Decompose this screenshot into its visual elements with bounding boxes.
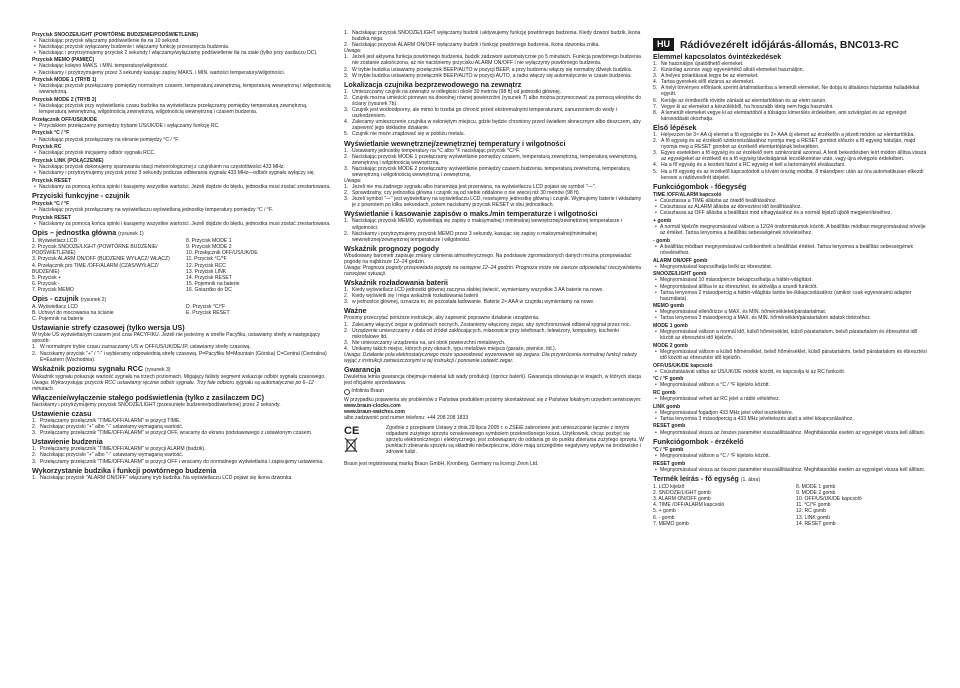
list-right [796,484,931,527]
bullet-item: • Naciskamy za pomocą końca spinki i kasujemy wszystkie wartości. Jeżeli dojdzie do błędu, jednostka musi zostać zrestartowana. [32,221,332,227]
section-heading: Wskaźnik rozładowania baterii [344,278,448,288]
bullet-item: • A beállítás módban megnyomásával csökkentheti a beállítási értéket. Tartsa lenyomva a beállítás sebességének növeléséhez. [653,244,931,256]
section-heading: Włączenie/wyłączenie stałego podświetlenia (tylko z zasilaczem DC) [32,393,265,402]
item-text: Naciskając przycisk "ALARM ON/OFF" włączamy tryb budzika. Na wyświetlaczu LCD pojawi się ikona dzwonka [40,474,292,481]
heading-text: Opis – jednostka główna [32,228,117,238]
list-item: 1. LCD kijelző [653,484,685,491]
recycling-icons [344,425,380,455]
numbered-item [653,110,931,122]
numbered-item [32,475,332,481]
numbered-item [344,231,644,243]
paragraph: Uwaga: Prognoza pogody przepowiada pogodę na następne 12–24 godzin. Prognoza może nie zawsze odpowiadać rzeczywistemu rozwojowi sytuacji. [344,265,642,278]
column-polish-1 [32,30,332,688]
numbered-item [344,119,644,131]
item-number: 1. [32,474,37,481]
bullet-item: • Megnyomásával ellenőrizze a MAX. és MIN. hőmérsékletet/páratartalmat. [653,309,931,315]
section-heading: Elemmel kapcsolatos óvintézkedések [653,52,782,61]
item-text: Sprawdzamy, czy jednostka główna i czujnik są od siebie oddalone o nie więcej niż 30 metrów (98 ft). [352,190,581,197]
list-item: C. Pojemnik na baterie [32,316,84,323]
list-item: 7. MEMO gomb [653,520,689,527]
section-heading: MODE 1 gomb [653,323,688,330]
paragraph: Uwaga: Wykorzystując przycisk RCC ustawiamy ręcznie odbiór sygnału. Trzy fale odbioru sygnału są automatycznie po 6–12 minutach. [32,379,314,392]
section-heading: Przycisk LINK (POŁĄCZENIE) [32,157,104,164]
section-heading: Wykorzystanie budzika i funkcji powtórnego budzenia [32,465,217,475]
paragraph: Wbudowany barometr zapisuje zmiany ciśnienia atmosferycznego. Na podstawie zgromadzonych danych można przepowiadać pogodę na najbliższe 12–24 godzin. [344,252,632,265]
bullet-item: • Megnyomásával vissza az összes paraméter visszaállításához. Meghibásodás esetén az egységet vissza kell állítani. [653,430,931,436]
numbered-item [653,150,931,162]
item-text: Kiedy wyświetli się i miga wskaźnik rozładowania baterii [352,293,478,300]
paragraph: W trybie US wyświetlanym czasem jest czas PACYFIKU. Jeżeli nie jesteśmy w strefie Pacyfiku, ustawiamy strefę w następujący sposób: [32,332,321,345]
title-row [653,38,931,51]
paragraph: Naciskamy i przytrzymujemy przycisk SNOOZE/LIGHT (przesunięte budzenie/podświetlenie) przez 2 sekundy. [32,402,281,408]
item-text: A fő egység és az érzékelő szinkronizálásához nyomja meg a RESET gombot először a fő egység hátulján, majd nyomja meg a RESET gombot az érzékelő elemtartójának belsejében. [661,138,916,151]
website-link[interactable]: www.braun-clocks.com [344,402,401,409]
item-number: 2. [344,66,349,73]
item-text: Przełączamy przełącznik "TIME/OFF/ALARM" w pozycji TIME. [40,418,181,425]
bullet-item: • Tartsa lenyomva 3 másodpercig a MAX. és MIN. hőmérséklet/páratartalom adatok törléséhez. [653,315,931,321]
list-item: 2. SNOOZE/LIGHT gomb [653,490,711,497]
item-number: 3. [344,339,349,346]
section-heading: Przełącznik OFF/US/UK/DE [32,116,98,123]
item-number: 5. [653,168,658,175]
bullet-item: • Naciskając i przytrzymujemy przycisk 2 sekundy i włączamy/wyłączamy podświetlenie tła na stałe (tylko przy zasilaczu DC). [32,50,332,56]
section-heading: TIME /OFF/ALARM kapcsoló [653,192,722,199]
language-badge: HU [653,38,674,51]
item-text: Przełączamy przełącznik "TIME/OFF/ALARM" w pozycji OFF, wracamy do ekranu podstawowego z ustawionym czasem. [40,430,313,437]
list-item: E. Przycisk RESET [186,310,230,317]
bullet-item: • Tartsa lenyomva 2 másodpercig a háttér-világítás tartós be-/kikapcsolásához (amikor csak egyenáramú adapter használata). [653,290,931,302]
section-heading: RC gomb [653,390,676,396]
item-number: 3. [653,73,658,80]
list-item: 6. Przycisk - [32,280,60,287]
column-polish-2 [344,30,644,688]
section-heading: RESET gomb [653,460,686,467]
paragraph: Wskaźnik sygnału pokazuje wartość sygnału na trzech poziomach. Migający faliisty segment wskazuje odbiór sygnału czasowego. [32,373,326,380]
trademark-text: Braun jest registrowaną marką Braun GmbH, Kronberg, Germany na licencji Zeon Ltd. [344,461,539,468]
item-text: Ha a fő egység és a kezdeti fázist a RC egység el kell a tartománytol elválasztani. [661,162,846,169]
column-hungarian [653,38,931,688]
item-text: Czujnik jest wodoodporny, ale mimo to trzeba go chronić przed ekstremalnymi temperaturami, zanurzeniem do wody i uszkodzeniem. [352,107,617,120]
item-number: 3. [653,150,658,157]
list-item: 7. Przycisk MEMO [32,286,74,293]
numbered-item [32,430,332,436]
list-item: 14. Przycisk RESET [186,274,232,281]
bullet-item: • Naciskając przycisk przełączamy pomiędzy normalnym czasem, temperaturą zewnętrzną, temperaturą wewnętrzną i wilgotnością wewnętrzną. [32,83,332,95]
item-text: Zalecamy umieszczenie czujnika w osłoniętym miejscu, gdzie będzie chroniony przed światłem słonecznym albo deszczem, aby zapewnić jego dokładne działanie. [352,119,641,132]
numbered-item [344,299,644,305]
list-item: 8. Przycisk MODE 1 [186,238,232,245]
paragraph: Uwaga: Działanie pola elektrostatycznego może spowodować wyzerowanie się zegara. Dla przywrócenia normalnej funkcji należy wyjąć z instrukcji zamieszczonymi w tej instrukcji i ponownie ustawić zegar. [344,352,637,365]
item-number: 1. [32,344,37,351]
figure-ref: (rysunek 3) [145,366,171,373]
bullet-item: • Naciskając przycisk wyłączamy budzenie i włączamy funkcję przesunięcia budzenia. [32,44,332,50]
section-heading: Funkciógombok - érzékelő [653,436,744,446]
item-number: 2. [653,67,658,74]
item-number: 2. [344,327,349,334]
bullet-item: • Tartsa lenyomva 3 másodpercig a 433 MHz jelvételezés alatt a vétel kikapcsolásához. [653,416,931,422]
item-number: 5. [344,131,349,138]
list-item: 6. - gomb [653,514,675,521]
item-text: Naciskając przycisk SNOOZE/LIGHT wyłączamy budzik i aktywujemy funkcję powtórnego budzenia. Kiedy dzwoni budzik, ikona budzika miga. [352,30,641,43]
item-number: 3. [344,299,349,306]
section-heading: Ustawianie strefy czasowej (tylko wersja US) [32,323,185,333]
paragraph: Uwaga: [344,48,362,55]
item-text: W normalnym trybie czasu zaznaczamy US w OFF/US/UK/DE/JP, ustawiamy strefę czasową. [40,344,251,351]
item-number: 1. [344,88,349,95]
item-text: Naciskając przycisk MEMO, wyświetlają się zapisy o maksymalnej i minimalnej wewnętrznej/zewnętrznej temperaturze i wilgotności. [352,218,623,231]
item-number: 3. [344,72,349,79]
item-number: 1. [32,418,37,425]
heading-text: Wskaźnik poziomu sygnału RCC [32,363,144,373]
section-heading: Przycisk RC [32,144,62,151]
section-heading: MODE 2 gomb [653,342,688,349]
heading-text: Opis - czujnik [32,293,79,303]
item-text: Naciskamy i przytrzymujemy przycisk MEMO przez 3 sekundy, kasując się zapisy o maksymalnej/minimalnej wewnętrznej/zewnętrznej temperaturze i wilgotności. [352,230,597,243]
numbered-item [653,138,931,150]
paragraph: Dwuletnia letnia gwarancja obejmuje materiał lub wady produkcji (oprócz baterii). Gwarancja obowiązuje w krajach, w których stacja jest oficjalnie sprzedawana. [344,374,641,387]
bullet-item: • Naciskając przycisk inicjujemy odbiór sygnału RCC. [32,150,332,156]
list-item: 13. LINK gomb [796,514,830,521]
section-heading: Przycisk SNOOZE/LIGHT (POWTÓRNE BUDZENIE/PODŚWIETLENIE) [32,31,199,38]
list-left [653,484,788,527]
list-item: 5. + gomb [653,508,676,515]
two-column-list [32,304,332,322]
bullet-item: • Naciskając przycisk włączamy podświetlenie tła na 10 sekund. [32,38,332,44]
numbered-item [344,328,644,340]
figure-ref: (rysunek 1) [118,231,144,238]
item-text: W trybie budzika ustawiamy przełącznik BEEP/AUTO w pozycji BEEP, a przy budzeniu włączy się normalny dźwięk budzika. [352,66,633,73]
numbered-item [344,73,644,79]
section-heading: Ustawienie czasu [32,409,92,419]
item-text: A helyi törvényes előírások szerint ártalmatlanítsa a lemerült elemeket. Ne dobja ki általános háztartási hulladékkal együtt. [661,85,920,98]
list-item: 4. TIME /OFF/ALARM kapcsoló [653,502,725,509]
numbered-item [32,351,332,363]
section-heading: Wskaźnik prognozy pogody [344,243,440,253]
list-right [186,238,332,293]
item-text: Nie umieszczamy urządzenia na, ani obok powierzchni metalowych. [352,339,506,346]
section-heading: Przyciski funkcyjne - czujnik [32,190,130,200]
numbered-item [344,107,644,119]
numbered-item [653,169,931,181]
section-heading: LINK gomb [653,403,681,410]
paragraph: albo zadzwonić pod numer telefonu: +44 208 208 1833 [344,414,469,421]
bullet-item: • Csúsztassa az OFF állásba a beállítási mód elhagyásához és a normál kijelző újbóli megjelenítéséhez. [653,210,931,216]
bullet-item: • A normál kijelzőn megnyomásával váltson a 12/24 óraformátumok között. A beállítás módban megnyomásával növelje az értéket. Tartsa lenyomva a beállítás sebességének növeléséhez. [653,224,931,236]
item-number: 1. [344,321,349,328]
item-text: Naciskamy przycisk "+" / "-" i wybieramy odpowiednią strefę czasową. P=Pacyfiku M=Mountain (Górska) C=Central (Centralna) E=Eastern (Wschodnia). [40,350,327,363]
numbered-item [344,131,644,137]
section-heading: RESET gomb [653,423,686,430]
figure-ref: (rysunek 2) [80,296,107,303]
list-item: 4. Przełącznik pro TIME /OFF/ALARM (CZAS/WYŁĄCZ/ BUDZENIE) [32,262,159,275]
bullet-item: • Naciskając przycisk przełączamy na wyświetlaczu wyświetlaną jednostkę temperatury pomiędzy °C / °F. [32,207,332,213]
list-item: 14. RESET gomb [796,520,836,527]
item-text: Przełączamy przełącznik "TIME/OFF/ALARM" w pozycji OFF i wracamy do normalnego wyświetlania i zapisujemy ustawienia. [40,458,324,465]
list-item: 11. °C/°F gomb [796,502,831,509]
section-heading: Ustawienie budzenia [32,437,103,447]
item-number: 2. [32,350,37,357]
item-number: 2. [32,452,37,459]
list-item: 3. Przycisk ALARM ON/OFF (BUDZENIE WYŁĄCZ/ WŁĄCZ) [32,256,170,263]
numbered-item [344,95,644,107]
section-heading: °C / °F gomb [653,376,684,383]
item-text: Ustawiamy jednostkę temperatury na °C albo °F naciskając przycisk °C/°F. [352,147,521,154]
list-item: A. Wyświetlacz LCD [32,303,78,310]
item-text: Umieszczamy czujnik na zewnątrz w odległości około 30 metrów (98 ft) od jednostki głównej. [352,88,561,95]
item-number: 2. [344,94,349,101]
bullet-item: • Megnyomásával váltson a °C / °F kijelzés között. [653,453,931,459]
numbered-item [344,196,644,208]
recycling-text: Zgodnie z przepisami Ustawy z dnia 29 lipca 2005 r. o ZSEiE zabronione jest umieszczanie łącznie z innymi odpadami zużytego sprzętu oznakowanego symbolem przekreślonego kosza. Użytkownik, chcąc pozbyć się sprzętu elektronicznego i elektrycznego, jest zobowiązany do oddania go do punktu zbierania zużytego sprzętu. W punktach zbierania sprzętu są składniki niebezpieczne, które mają szczególnie negatywny wpływ na środowisko i zdrowie ludzi. [386,424,644,456]
item-text: W trybie budzika ustawiamy przełącznik BEEP/AUTO w pozycji AUTO, a radio włączy się automatycznie w czasie budzenia. [352,72,632,79]
bullet-item: • Przyciskiem przełączamy pomiędzy trybami US/UK/DE i wyłączamy funkcję RC. [32,123,332,129]
list-item: 3. ALARM ON/OFF gomb [653,496,711,503]
section-heading: + gomb [653,218,672,225]
list-item: D. Przycisk °C/°F [186,303,226,310]
item-text: Naciskając przyciski "+" albo "-" ustawiamy wymaganą wartość. [40,424,184,431]
bullet-item: • Megnyomásával fogadjon 433 MHz jelet vétel tesztelésére. [653,410,931,416]
item-text: Naciskając przyciski "+" albo "-" ustawiamy wymaganą wartość. [40,452,184,459]
item-text: Urządzenie umieszczamy z dala od źródeł zakłócających, mianowicie przy telefonach, telewizory, komputery, kuchenki mikrofalowe itd. [352,327,619,340]
list-item: 15. Pojemnik na baterie [186,280,240,287]
list-item: B. Uchwyt do mocowania na ścianie [32,310,114,317]
item-number: 4. [653,79,658,86]
bullet-item: • Megnyomásával kapcsolhatja be/ki az ébresztést. [653,264,931,270]
list-item: 1. Wyświetlacz LCD [32,238,78,245]
section-heading: Przycisk °C / °F [32,130,70,137]
item-text: Czujnik można umieścić pionowo na dowolnej równej powierzchni (rysunek 7) albo można przymocować za pomocą wkrętów do ściany (rysunek 7b). [352,94,642,107]
item-text: Jeżeli symbol "—" jest wyświetlany na wyświetlaczu LCD, resetujemy jednostkę główną i czujnik. Wyjmujemy baterie i wkładamy je z powrotem po kilku sekundach, potem naciskamy przycisk RESET w obu jednostkach. [352,196,642,209]
section-heading [32,229,332,238]
item-number: 1. [344,30,349,36]
list-item: 13. Przycisk LINK [186,268,227,275]
section-heading: Przycisk RESET [32,214,72,221]
section-heading: Első lépések [653,122,697,132]
item-text: Jeżeli nie ma żadnego sygnału albo transmisja jest przerwana, na wyświetlaczu LCD pojawi się symbol "—". [352,184,596,191]
item-text: Kiedy wyświetlacz LCD jednostki głównej zaczyna słabiej świecić, wymieniamy wszystkie 3 AA baterie na nowe. [352,287,604,294]
bullet-item: • Naciskając przycisk przełączamy na ekranie pomiędzy °C / °F. [32,137,332,143]
item-number: 1. [344,54,349,61]
numbered-item [344,154,644,166]
item-text: Kizárólag azonos vagy egyenértékű alkáli elemeket használjon. [661,67,804,74]
item-number: 3. [344,196,349,203]
item-text: Jeżeli jest aktywna funkcja powtórnego budzenia, budzik zadzwoni automatycznie po 5 minutach. Funkcja powtórnego budzenia nie zostanie zakończona, aż nie naciśniemy przycisku ALARM ON/OFF i nie wyłączymy powtórnego budzenia. [352,54,641,67]
item-text: Przełączamy przełącznik "TIME/OFF/ALARM" w pozycji ALARM (budzik). [40,446,206,453]
list-item: 16. Gniazdko do DC [186,286,232,293]
section-heading: SNOOZE/LIGHT gomb [653,271,707,278]
numbered-item [344,166,644,178]
list-item: 10. Przełącznik OFF/US/UK/DE [186,250,258,257]
bullet-item: • Naciskając kolejno MAKS. i MIN. temperaturę/wilgotność. [32,63,332,69]
item-text: Czujnik nie może znajdować się w pobliżu metalu. [352,131,465,138]
section-heading: OFF/US/UK/DE kapcsoló [653,362,713,369]
heading-text: Termék leírás - fő egység [653,474,739,484]
numbered-item [32,459,332,465]
list-item: 11. Przycisk °C/°F [186,256,227,263]
item-text: Naciskając przycisk ALARM ON/OFF wyłączamy budzik i funkcję powtórnego budzenia, ikona dzwonka znika. [352,42,600,49]
item-text: Naciskając przycisk MODE 2 przełączamy wyświetlanie pomiędzy czasem budzenia, temperaturą zewnętrzną, temperaturą wewnętrzną i wilgotnością wewnętrzną i zewnętrzną. [352,165,630,178]
numbered-item [344,42,644,48]
item-text: A helyes polaritással tegye be az elemeket. [661,73,759,80]
section-heading: Wyświetlanie i kasowanie zapisów o maks./min temperaturze i wilgotności [344,209,598,219]
section-heading: Funkciógombok - főegység [653,181,747,191]
item-number: 4. [653,162,658,169]
item-number: 1. [344,147,349,154]
item-number: 4. [344,119,349,126]
item-number: 2. [32,424,37,431]
bullet-item: • Megnyomásával vissza az összes paraméter visszaállításához. Meghibásodás esetén az egységet vissza kell állítani. [653,467,931,473]
item-text: Ne használjon újratölthető elemeket. [661,61,744,67]
braun-info-row [344,388,644,394]
item-number: 5. [653,85,658,92]
item-number: 3. [344,107,349,114]
recycle-bin-icon [344,437,380,455]
paragraph: Uwaga: [344,177,362,184]
list-item: 10. OFF/US/UK/DE kapcsoló [796,496,862,503]
numbered-item [653,85,931,97]
item-number: 1. [344,218,349,225]
section-heading: Lokalizacja czujnika bezprzewodowego na zewnątrz [344,79,522,89]
list-item: 8. MODE 1 gomb [796,484,836,491]
paragraph: W przypadku pojawienia się problemów z Państwa produktem prosimy skontaktować się z Państwa lokalnym urzędem serwisowym: [344,396,642,403]
bullet-item: • Megnyomásával váltson a külső hőmérséklet, belső hőmérséklet, külső páratartalom, belső páratartalom és ébresztési idő között az ébresztési idő kijelzőn. [653,349,931,361]
section-heading [32,295,332,304]
list-item: 12. Przycisk RCC [186,262,226,269]
braun-info-label: Infolinia Braun [351,388,384,395]
bullet-item: • Naciskamy i przytrzymujemy przez 3 sekundy kasując zapisy MAKS. i MIN. wartości temperatury/wilgotności. [32,70,332,76]
section-heading: Przycisk MODE 1 (TRYB 1) [32,77,97,84]
item-number: 2. [344,190,349,197]
numbered-item [344,218,644,230]
bullet-item: • Megnyomásával váltson a °C / °F kijelzés között. [653,382,931,388]
item-text: Zalecamy włączyć zegar w godzinach nocnych. Zostaniemy włączony zegar, aby synchronizował odbierał sygnał przez noc. [352,321,631,328]
item-number: 2. [344,42,349,49]
item-number: 2. [344,153,349,160]
section-heading: MEMO gomb [653,303,685,310]
section-heading: Przycisk MEMO (PAMIĘĆ) [32,57,95,64]
item-number: 3. [32,430,37,437]
section-heading: Przycisk °C / °F [32,201,70,208]
list-item: 12. RC gomb [796,508,827,515]
item-text: Egyes esetekben a fő egység és az érzékelő nem szinkronizál azonnal. A fenti bekezdésben leírt módon állítsa vissza az egységeket az érzékelő és a fő egység távolságának lecsökkentése után, vagy újra elvégzés érdekében. [661,150,927,163]
item-text: A lemerült elemeket vegye ki az elemtartóból a túlságos kimerülés érdekében, ami szivárgást és az egységet károsodását okozhatja. [661,109,907,122]
section-heading: Ważne [344,306,367,316]
section-heading [653,475,931,484]
section-heading: ALARM ON/OFF gomb [653,257,708,264]
phone-icon [344,389,350,394]
two-column-list [32,238,332,293]
item-number: 3. [32,458,37,465]
list-item: 9. Przycisk MODE 2 [186,244,232,251]
section-heading: Gwarancja [344,365,381,375]
paragraph: Prosimy przeczytać poniższe instrukcje, aby zapewnić poprawne działanie urządzenia. [344,315,540,322]
item-text: Naciskając przycisk MODE 1 przełączamy wyświetlanie pomiędzy czasem, temperaturą zewnętrzną, temperaturą wewnętrzną, zewnętrzną i wilgotnością wewnętrzną. [352,153,638,166]
section-heading: °C / °F gomb [653,447,684,454]
bullet-item: • Megnyomásával váltson a normál idő, külső hőmérséklet, külső páratartalom, belső páratartalom és ébresztési idő között az ébresztési idő kijelzőn. [653,329,931,341]
item-number: 1. [653,131,658,138]
list-item: 5. Przycisk + [32,274,62,281]
two-column-list [653,484,931,527]
item-text: Ha a fő egység és az érzékelő kapcsolódott a kívánt ország módba. 8 másodperc után az óra automatikusan elkezdi keresni a rádióvevőrét idejelet. [661,168,924,181]
item-number: 1. [32,446,37,453]
section-heading: - gomb [653,237,670,244]
bullet-item: • Csúsztassa a TIME állásba az óraidő beállításához. [653,198,931,204]
list-left [32,304,178,322]
item-number: 7. [653,103,658,110]
list-left [32,238,178,293]
item-text: Vegye ki az elemeket a készülékből, ha hosszabb ideig nem fogja használni. [661,103,834,110]
section-heading [32,365,332,374]
bullet-item: • Megnyomásával 10 másodpercre bekapcsolhatja a háttér-világítást. [653,277,931,283]
numbered-item [344,54,644,66]
item-text: Tartsa gyerekek elől elzárva az elemeket. [661,79,755,86]
list-right [186,304,332,322]
section-heading: Przycisk MODE 2 (TRYB 2) [32,96,97,103]
item-number: 1. [344,184,349,191]
list-item: 9. MODE 2 gomb [796,490,836,497]
item-number: 4. [344,345,349,352]
item-number: 8. [653,109,658,116]
item-number: 3. [344,165,349,172]
bullet-item: • Megnyomásával veheti az RC jelet a rádió vételéhez. [653,396,931,402]
bullet-item: • Naciskamy za pomocą końca spinki i kasujemy wszystkie wartości. Jeżeli dojdzie do błędu, jednostka musi zostać zrestartowana. [32,184,332,190]
bullet-item: • Naciskając przycisk dokonujemy sparowania stacji meteorologicznej z czujnikiem na częstotliwości 433 MHz. [32,164,332,170]
numbered-item [344,30,644,42]
bullet-item: • Megnyomásával állítsa le az ébresztést, és aktiválja a szundi funkciót. [653,284,931,290]
website-link[interactable]: www.braun-watches.com [344,408,405,415]
item-text: Kerülje az érintkezők rövidre zárását az elemtartókban és az elem saruin. [661,97,827,104]
item-number: 1. [344,287,349,294]
list-item: 2. Przycisk SNOOZE/LIGHT (POWTÓRNE BUDZENIE/ PODŚWIETLENIE) [32,244,158,257]
ce-mark: CE [344,424,360,437]
section-heading: Przycisk RESET [32,177,72,184]
section-heading: Wyświetlanie wewnętrznej/zewnętrznej temperatury i wilgotności [344,138,566,148]
bullet-item: • Csúsztatásával váltsa az US/UK/DE módok között, és kapcsolja ki az RC funkciót. [653,369,931,375]
bullet-item: • Naciskamy i przytrzymujemy przycisk przez 3 sekundy podczas odbierania sygnału 433 MHz—odbiór sygnału wyłączy się. [32,170,332,176]
item-text: w jednostce głównej, oznacza to, że pozostała ładowanie. Baterie 2× AAA w czujniku wymieniamy na nowe. [352,299,595,306]
bullet-item: • Csúsztassa az ALARM állásba az ébresztési idő beállításához. [653,204,931,210]
numbered-item [344,346,644,352]
item-number: 6. [653,97,658,104]
item-number: 2. [653,138,658,145]
item-number: 1. [653,61,658,67]
item-number: 2. [344,230,349,237]
recycling-notice [344,425,644,455]
item-text: Helyezzen be 3× AA új elemet a fő egységbe és 2× AAA új elemet az érzékelőn a jelzett módon az elemtartókba. [661,131,915,138]
item-text: Unikamy takich miejsc, których przy oknach, typu metalowe miejsca (garaże, piwnice, itd.). [352,345,557,352]
figure-ref: (1. ábra) [740,477,761,484]
item-number: 2. [344,293,349,300]
bullet-item: • Naciskając przycisk przy wyświetlaniu czasu budzika na wyświetlaczu przełączamy pomiędzy temperaturą zewnętrzną, temperaturą wewnętrzną, wilgotnością zewnętrzną, wilgotnością wewnętrzną i czasem budzenia. [32,103,332,115]
page-title: Rádióvezérelt időjárás-állomás, BNC013-RC [680,38,899,51]
